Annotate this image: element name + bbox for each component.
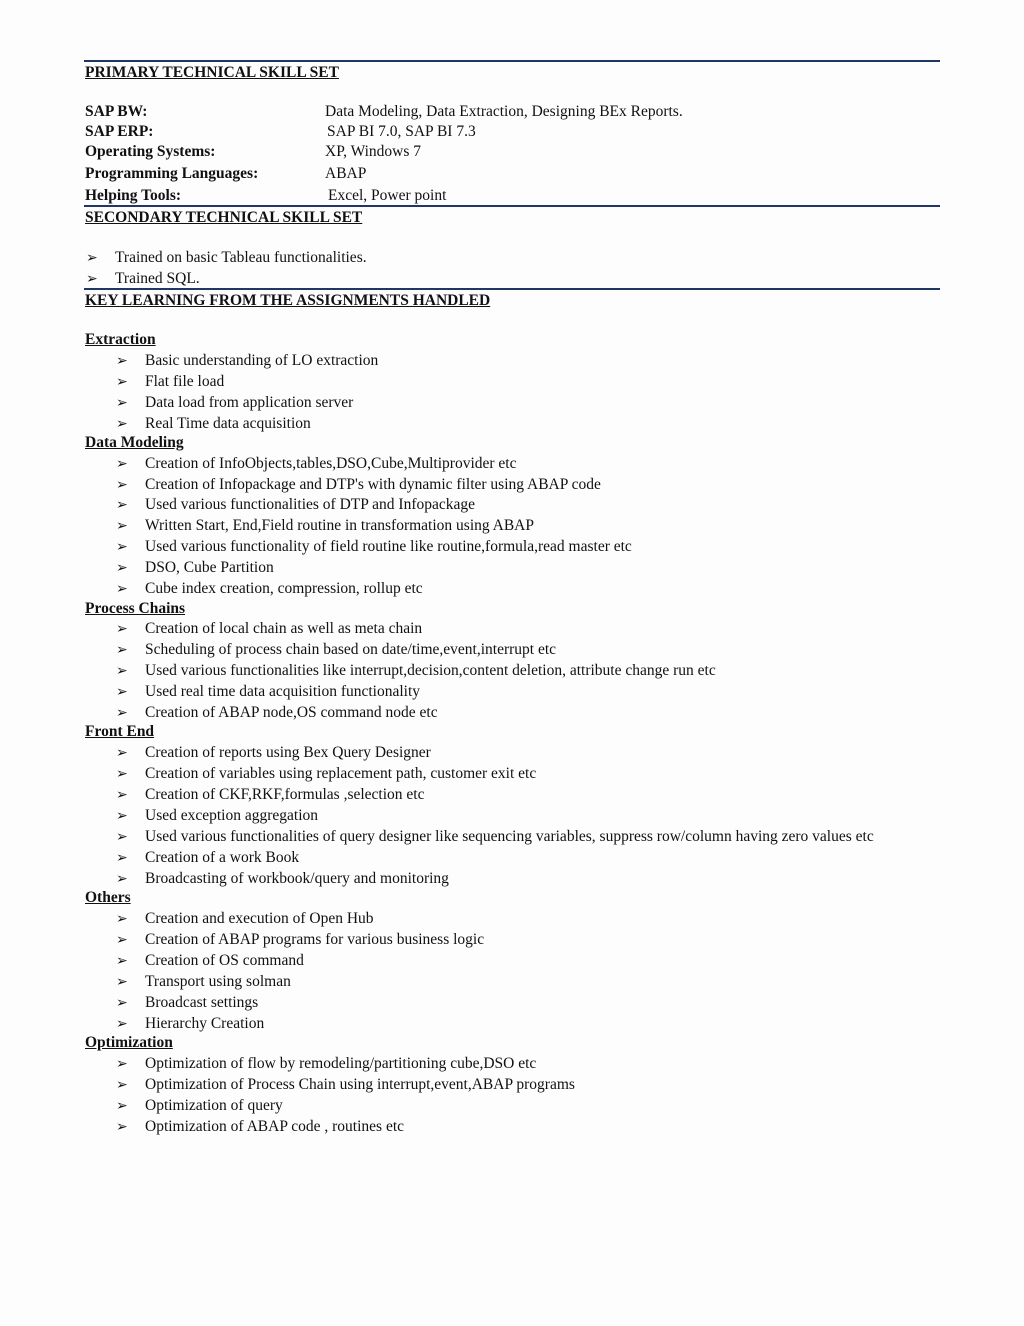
group-title-front-end: Front End bbox=[85, 723, 155, 740]
list-item: DSO, Cube Partition bbox=[145, 559, 274, 576]
bullet-arrow-icon: ➢ bbox=[116, 1120, 128, 1135]
list-item: Creation of a work Book bbox=[145, 849, 300, 866]
list-item: Creation and execution of Open Hub bbox=[145, 910, 374, 927]
primary-key-sap-bw: SAP BW: bbox=[85, 103, 148, 120]
list-item: Real Time data acquisition bbox=[145, 415, 311, 432]
bullet-arrow-icon: ➢ bbox=[116, 1078, 128, 1093]
group-title-process-chains: Process Chains bbox=[85, 600, 186, 617]
bullet-arrow-icon: ➢ bbox=[116, 872, 128, 887]
list-item: Optimization of query bbox=[145, 1097, 283, 1114]
bullet-arrow-icon: ➢ bbox=[116, 830, 128, 845]
bullet-arrow-icon: ➢ bbox=[116, 912, 128, 927]
list-item: Creation of ABAP node,OS command node etc bbox=[145, 704, 438, 721]
list-item: Hierarchy Creation bbox=[145, 1015, 265, 1032]
bullet-arrow-icon: ➢ bbox=[86, 251, 98, 266]
bullet-arrow-icon: ➢ bbox=[116, 1017, 128, 1032]
list-item: Basic understanding of LO extraction bbox=[145, 352, 379, 369]
bullet-arrow-icon: ➢ bbox=[116, 519, 128, 534]
bullet-arrow-icon: ➢ bbox=[116, 540, 128, 555]
primary-key-helping-tools: Helping Tools: bbox=[85, 187, 182, 204]
bullet-arrow-icon: ➢ bbox=[116, 809, 128, 824]
secondary-item: Trained SQL. bbox=[115, 270, 200, 287]
list-item: Optimization of flow by remodeling/partitioning cube,DSO etc bbox=[145, 1055, 537, 1072]
bullet-arrow-icon: ➢ bbox=[116, 1099, 128, 1114]
bullet-arrow-icon: ➢ bbox=[116, 933, 128, 948]
list-item: Creation of reports using Bex Query Designer bbox=[145, 744, 431, 761]
list-item: Used real time data acquisition functionality bbox=[145, 683, 421, 700]
primary-key-sap-erp: SAP ERP: bbox=[85, 123, 154, 140]
list-item: Optimization of ABAP code , routines etc bbox=[145, 1118, 405, 1135]
group-title-data-modeling: Data Modeling bbox=[85, 434, 184, 451]
bullet-arrow-icon: ➢ bbox=[116, 996, 128, 1011]
list-item: Broadcast settings bbox=[145, 994, 259, 1011]
list-item: Creation of InfoObjects,tables,DSO,Cube,Multiprovider etc bbox=[145, 455, 517, 472]
section-rule-primary bbox=[84, 60, 940, 62]
bullet-arrow-icon: ➢ bbox=[116, 685, 128, 700]
list-item: Transport using solman bbox=[145, 973, 291, 990]
primary-value-programming-languages: ABAP bbox=[325, 165, 367, 182]
bullet-arrow-icon: ➢ bbox=[116, 975, 128, 990]
primary-skill-title: PRIMARY TECHNICAL SKILL SET bbox=[85, 64, 339, 81]
bullet-arrow-icon: ➢ bbox=[116, 498, 128, 513]
list-item: Cube index creation, compression, rollup etc bbox=[145, 580, 423, 597]
list-item: Used exception aggregation bbox=[145, 807, 319, 824]
list-item: Scheduling of process chain based on date/time,event,interrupt etc bbox=[145, 641, 557, 658]
bullet-arrow-icon: ➢ bbox=[116, 851, 128, 866]
secondary-skill-title: SECONDARY TECHNICAL SKILL SET bbox=[85, 209, 363, 226]
bullet-arrow-icon: ➢ bbox=[116, 767, 128, 782]
list-item: Data load from application server bbox=[145, 394, 354, 411]
primary-value-sap-bw: Data Modeling, Data Extraction, Designing BEx Reports. bbox=[325, 103, 683, 120]
list-item: Creation of local chain as well as meta chain bbox=[145, 620, 423, 637]
list-item: Optimization of Process Chain using interrupt,event,ABAP programs bbox=[145, 1076, 575, 1093]
list-item: Creation of CKF,RKF,formulas ,selection etc bbox=[145, 786, 425, 803]
primary-value-helping-tools: Excel, Power point bbox=[328, 187, 447, 204]
bullet-arrow-icon: ➢ bbox=[116, 478, 128, 493]
bullet-arrow-icon: ➢ bbox=[116, 622, 128, 637]
group-title-others: Others bbox=[85, 889, 131, 906]
list-item: Used various functionality of field routine like routine,formula,read master etc bbox=[145, 538, 632, 555]
primary-value-operating-systems: XP, Windows 7 bbox=[325, 143, 421, 160]
list-item: Used various functionalities of query designer like sequencing variables, suppress row/column having zero values etc bbox=[145, 828, 874, 845]
bullet-arrow-icon: ➢ bbox=[116, 746, 128, 761]
list-item: Flat file load bbox=[145, 373, 225, 390]
bullet-arrow-icon: ➢ bbox=[116, 788, 128, 803]
section-rule-secondary bbox=[84, 205, 940, 207]
bullet-arrow-icon: ➢ bbox=[116, 396, 128, 411]
list-item: Creation of variables using replacement path, customer exit etc bbox=[145, 765, 537, 782]
list-item: Creation of ABAP programs for various business logic bbox=[145, 931, 485, 948]
list-item: Written Start, End,Field routine in transformation using ABAP bbox=[145, 517, 534, 534]
secondary-item: Trained on basic Tableau functionalities. bbox=[115, 249, 367, 266]
group-title-optimization: Optimization bbox=[85, 1034, 173, 1051]
bullet-arrow-icon: ➢ bbox=[116, 561, 128, 576]
list-item: Creation of OS command bbox=[145, 952, 304, 969]
primary-key-operating-systems: Operating Systems: bbox=[85, 143, 216, 160]
list-item: Broadcasting of workbook/query and monitoring bbox=[145, 870, 449, 887]
list-item: Creation of Infopackage and DTP's with dynamic filter using ABAP code bbox=[145, 476, 601, 493]
section-rule-key-learning bbox=[84, 288, 940, 290]
bullet-arrow-icon: ➢ bbox=[116, 582, 128, 597]
bullet-arrow-icon: ➢ bbox=[116, 1057, 128, 1072]
list-item: Used various functionalities of DTP and Infopackage bbox=[145, 496, 475, 513]
primary-value-sap-erp: SAP BI 7.0, SAP BI 7.3 bbox=[327, 123, 476, 140]
primary-key-programming-languages: Programming Languages: bbox=[85, 165, 259, 182]
bullet-arrow-icon: ➢ bbox=[116, 954, 128, 969]
bullet-arrow-icon: ➢ bbox=[116, 664, 128, 679]
bullet-arrow-icon: ➢ bbox=[116, 354, 128, 369]
bullet-arrow-icon: ➢ bbox=[86, 272, 98, 287]
key-learning-title: KEY LEARNING FROM THE ASSIGNMENTS HANDLED bbox=[85, 292, 491, 309]
group-title-extraction: Extraction bbox=[85, 331, 156, 348]
list-item: Used various functionalities like interrupt,decision,content deletion, attribute change run etc bbox=[145, 662, 716, 679]
bullet-arrow-icon: ➢ bbox=[116, 417, 128, 432]
bullet-arrow-icon: ➢ bbox=[116, 457, 128, 472]
bullet-arrow-icon: ➢ bbox=[116, 375, 128, 390]
bullet-arrow-icon: ➢ bbox=[116, 706, 128, 721]
bullet-arrow-icon: ➢ bbox=[116, 643, 128, 658]
